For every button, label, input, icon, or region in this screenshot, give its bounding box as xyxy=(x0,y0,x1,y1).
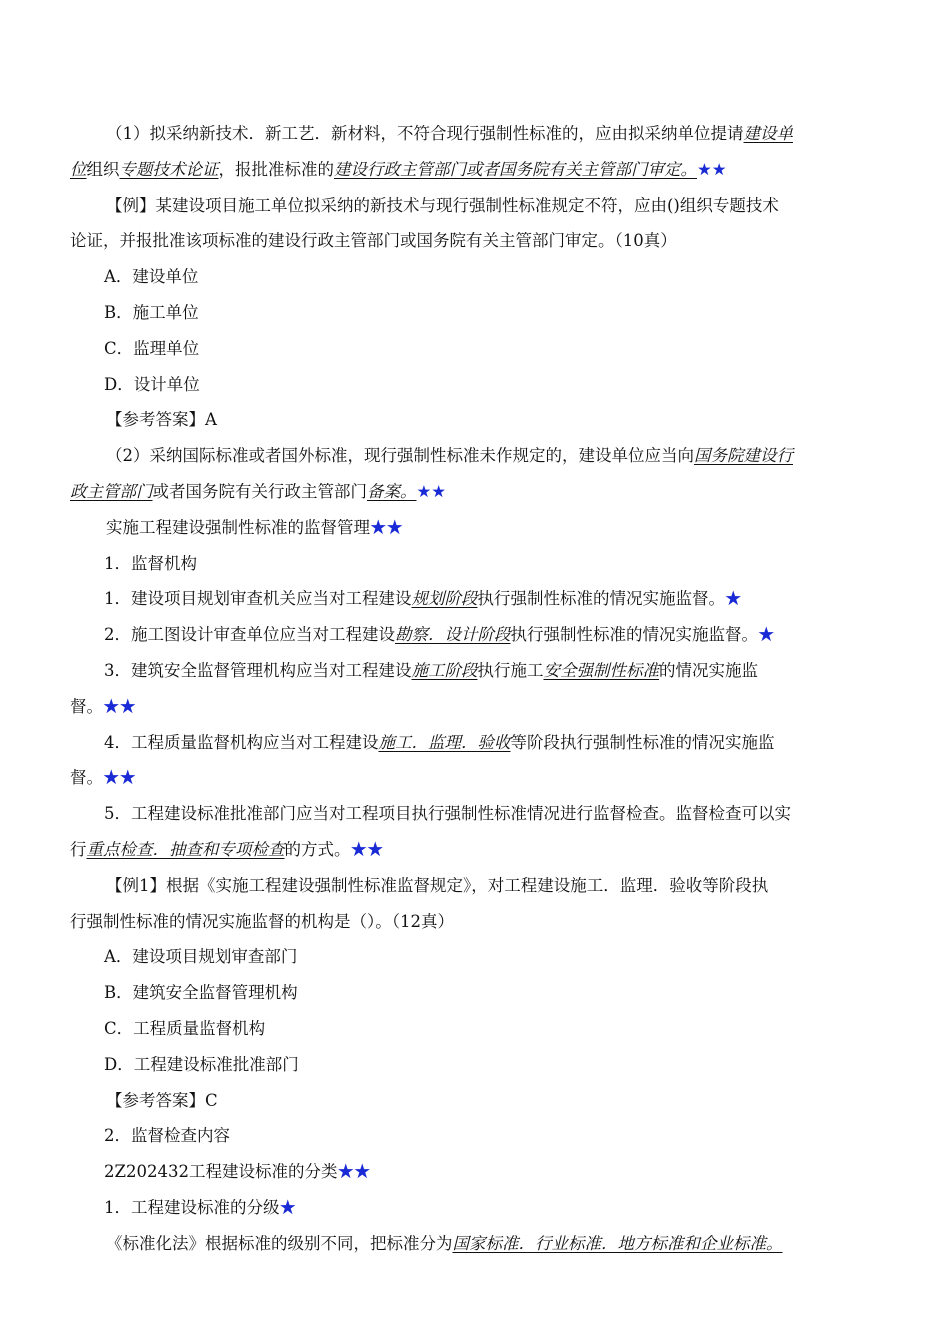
text: 执行施工 xyxy=(477,660,544,680)
text: （2）采纳国际标准或者国外标准，现行强制性标准未作规定的，建设单位应当向 xyxy=(106,446,694,466)
text: 3．建筑安全监督管理机构应当对工程建设 xyxy=(104,660,412,680)
text: 的情况实施监 xyxy=(659,660,758,680)
paragraph-2-line-1 xyxy=(70,446,840,466)
star-icon: ★★ xyxy=(337,1162,371,1182)
underlined-term: 国务院建设行 xyxy=(694,446,793,466)
option-a: A．建设项目规划审查部门 xyxy=(104,947,298,967)
text: 1．建设项目规划审查机关应当对工程建设 xyxy=(104,589,412,609)
option-d: D．工程建设标准批准部门 xyxy=(104,1054,299,1074)
section-heading-classification xyxy=(70,1162,840,1182)
example-2-line-1: 【例1】根据《实施工程建设强制性标准监督规定》，对工程建设施工．监理．验收等阶段执 xyxy=(106,875,769,895)
underlined-term: 备案。 xyxy=(367,481,417,501)
heading-inspection-content: 2．监督检查内容 xyxy=(104,1126,230,1146)
star-icon: ★ xyxy=(725,589,742,609)
underlined-term: 建设行政主管部门或者国务院有关主管部门审定。 xyxy=(334,159,697,179)
text: 执行强制性标准的情况实施监督。 xyxy=(510,625,758,645)
option-c: C．监理单位 xyxy=(104,338,200,358)
item-1 xyxy=(70,589,840,609)
underlined-term: 施工．监理．验收 xyxy=(378,732,511,752)
item-5-line-2 xyxy=(70,840,840,860)
document-page xyxy=(70,124,840,1270)
text: ，报批准标准的 xyxy=(218,159,334,179)
text: （1）拟采纳新技术．新工艺．新材料，不符合现行强制性标准的，应由拟采纳单位提请 xyxy=(106,124,744,143)
star-icon: ★★ xyxy=(416,481,447,501)
paragraph-standardization-law xyxy=(70,1234,840,1254)
text: 1．工程建设标准的分级 xyxy=(104,1197,280,1217)
section-heading-supervision xyxy=(70,518,840,538)
answer-2: 【参考答案】C xyxy=(106,1090,218,1110)
underlined-term: 勘察．设计阶段 xyxy=(395,625,511,645)
paragraph-1-line-1 xyxy=(70,124,840,144)
underlined-term: 国家标准．行业标准．地方标准和企业标准。 xyxy=(452,1233,783,1253)
paragraph-1-line-2 xyxy=(70,160,840,180)
option-d: D．设计单位 xyxy=(104,374,200,394)
option-b: B．建筑安全监督管理机构 xyxy=(104,983,298,1003)
star-icon: ★★ xyxy=(697,159,727,179)
text: 或者国务院有关行政主管部门 xyxy=(152,481,367,501)
underlined-term: 施工阶段 xyxy=(411,660,478,680)
example-1-line-2: 论证，并报批准该项标准的建设行政主管部门或国务院有关主管部门审定。（10真） xyxy=(70,231,677,251)
underlined-term: 规划阶段 xyxy=(411,589,478,609)
text: 实施工程建设强制性标准的监督管理 xyxy=(106,517,370,537)
heading-standard-grading xyxy=(70,1198,840,1218)
underlined-term: 重点检查．抽查和专项检查 xyxy=(86,839,285,859)
paragraph-2-line-2 xyxy=(70,482,840,502)
text: 4．工程质量监督机构应当对工程建设 xyxy=(104,732,379,752)
text: 督。 xyxy=(70,768,103,788)
answer-1: 【参考答案】A xyxy=(106,410,217,430)
underlined-term: 专题技术论证 xyxy=(119,159,219,179)
item-4-line-1 xyxy=(70,733,840,753)
underlined-term: 位 xyxy=(70,159,87,179)
star-icon: ★★ xyxy=(370,517,403,537)
text: 2Z202432工程建设标准的分类 xyxy=(104,1162,338,1182)
text: 行 xyxy=(70,839,87,859)
underlined-term: 建设单 xyxy=(743,124,793,143)
text: 组织 xyxy=(86,159,120,179)
text: 2．施工图设计审查单位应当对工程建设 xyxy=(104,625,395,645)
text: 《标准化法》根据标准的级别不同，把标准分为 xyxy=(106,1233,453,1253)
text: 的方式。 xyxy=(284,839,351,859)
star-icon: ★★ xyxy=(103,768,136,788)
item-4-line-2 xyxy=(70,768,840,788)
option-c: C．工程质量监督机构 xyxy=(104,1018,266,1038)
option-b: B．施工单位 xyxy=(104,302,199,322)
text: 督。 xyxy=(70,696,103,716)
example-1-line-1: 【例】某建设项目施工单位拟采纳的新技术与现行强制性标准规定不符，应由()组织专题技术 xyxy=(106,195,779,215)
item-2 xyxy=(70,625,840,645)
item-5-line-1: 5．工程建设标准批准部门应当对工程项目执行强制性标准情况进行监督检查。监督检查可以实 xyxy=(104,804,791,824)
star-icon: ★ xyxy=(279,1197,296,1217)
star-icon: ★ xyxy=(758,625,775,645)
item-3-line-1 xyxy=(70,661,840,681)
example-2-line-2: 行强制性标准的情况实施监督的机构是（）。（12真） xyxy=(70,911,454,931)
item-3-line-2 xyxy=(70,697,840,717)
star-icon: ★★ xyxy=(350,839,384,859)
underlined-term: 安全强制性标准 xyxy=(543,660,659,680)
text: 执行强制性标准的情况实施监督。 xyxy=(477,589,725,609)
star-icon: ★★ xyxy=(103,696,136,716)
text: 等阶段执行强制性标准的情况实施监 xyxy=(510,732,775,752)
heading-supervision-agency: 1．监督机构 xyxy=(104,553,197,573)
underlined-term: 政主管部门 xyxy=(70,481,153,501)
option-a: A．建设单位 xyxy=(104,267,199,287)
